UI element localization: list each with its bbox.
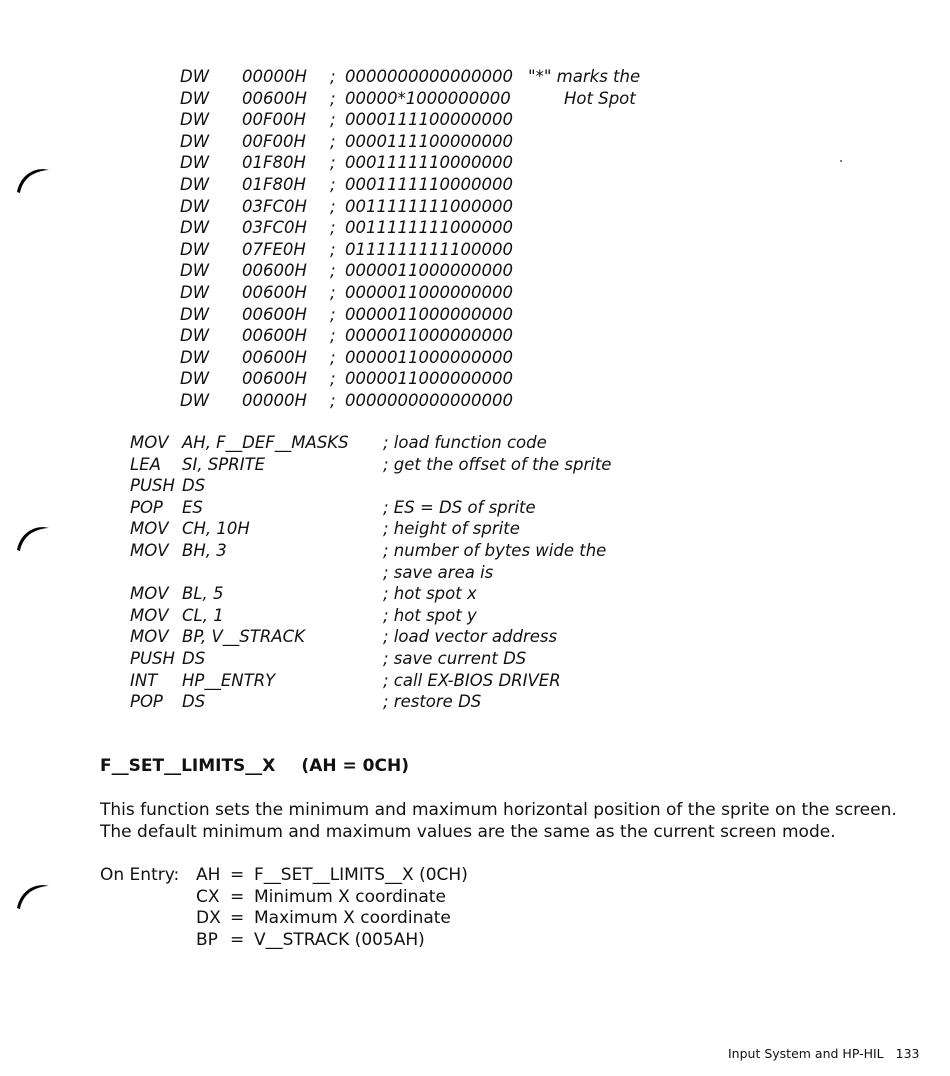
speck: [840, 160, 842, 162]
on-entry-label: On Entry:: [100, 865, 180, 885]
function-name: F__SET__LIMITS__X: [100, 756, 276, 776]
function-description: This function sets the minimum and maximum horizontal position of the sprite on the screen. The default minimum and maximum values are the same as the current screen mode.: [100, 800, 897, 842]
page-footer: [728, 1046, 920, 1061]
hotspot-note-line1: "*" marks the: [528, 67, 641, 86]
document-page: DW 00000H ; 0000000000000000 "*" marks the DW 00600H ; 00000*1000000000 Hot Spot DW 00F00H ; 0000111100000000 DW 00F00H ; 0000111100000000 DW 01F80H ; 0001111110000000 DW 01F80H ; 0001111110000000 DW 03FC0H ; 0011111111000000 DW 03FC0H ; 0011111111000000 DW 07FE0H ; 0111111111100000 DW 00600H ; 0000011000000000 DW 00600H ; 0000011000000000 DW 00600H ; 0000011000000000 DW 00600H ; 0000011000000000 DW 00600H ; 0000011000000000 DW 00600H ; 0000011000000000 DW 00000H ; 0000000000000000 MOV AH, F__DEF__MASKS ; load function code LEA SI, SPRITE ; get the offset of the sprite PUSH DS POP ES ; ES = DS of sprite MOV CH, 10H ; height of sprite MOV BH, 3 ; number of bytes wide the ; save area is MOV BL, 5 ; hot spot x MOV CL, 1 ; hot spot y MOV BP, V__STRACK ; load vector address PUSH DS ; save current DS INT HP__ENTRY ; call EX-BIOS DRIVER POP DS ; restore DS F__SET__LIMITS__X (AH = 0CH) This function sets the minimum and maximum horizontal position of the sprite on the screen. The default minimum and maximum values are the same as the current screen mode. On Entry: AH = F__SET__LIMITS__X (0CH) CX = Minimum X coordinate DX = Maximum X coordinate BP = V__STRACK (005AH) Input System and HP-HIL 133: [0, 0, 950, 1076]
binder-hole-mark-2: [16, 522, 50, 552]
function-code: (AH = 0CH): [301, 756, 409, 776]
hotspot-note-line2: Hot Spot: [564, 88, 636, 108]
binder-hole-mark-1: [16, 164, 50, 194]
register-entry: AH = F__SET__LIMITS__X (0CH): [196, 865, 468, 885]
page-number: 133: [895, 1046, 920, 1061]
register-entry: DX = Maximum X coordinate: [196, 908, 451, 929]
section-heading: [100, 756, 409, 776]
footer-title: Input System and HP-HIL: [728, 1046, 884, 1061]
register-entry: BP = V__STRACK (005AH): [196, 929, 425, 950]
register-entry: CX = Minimum X coordinate: [196, 886, 446, 907]
binder-hole-mark-3: [16, 880, 50, 910]
